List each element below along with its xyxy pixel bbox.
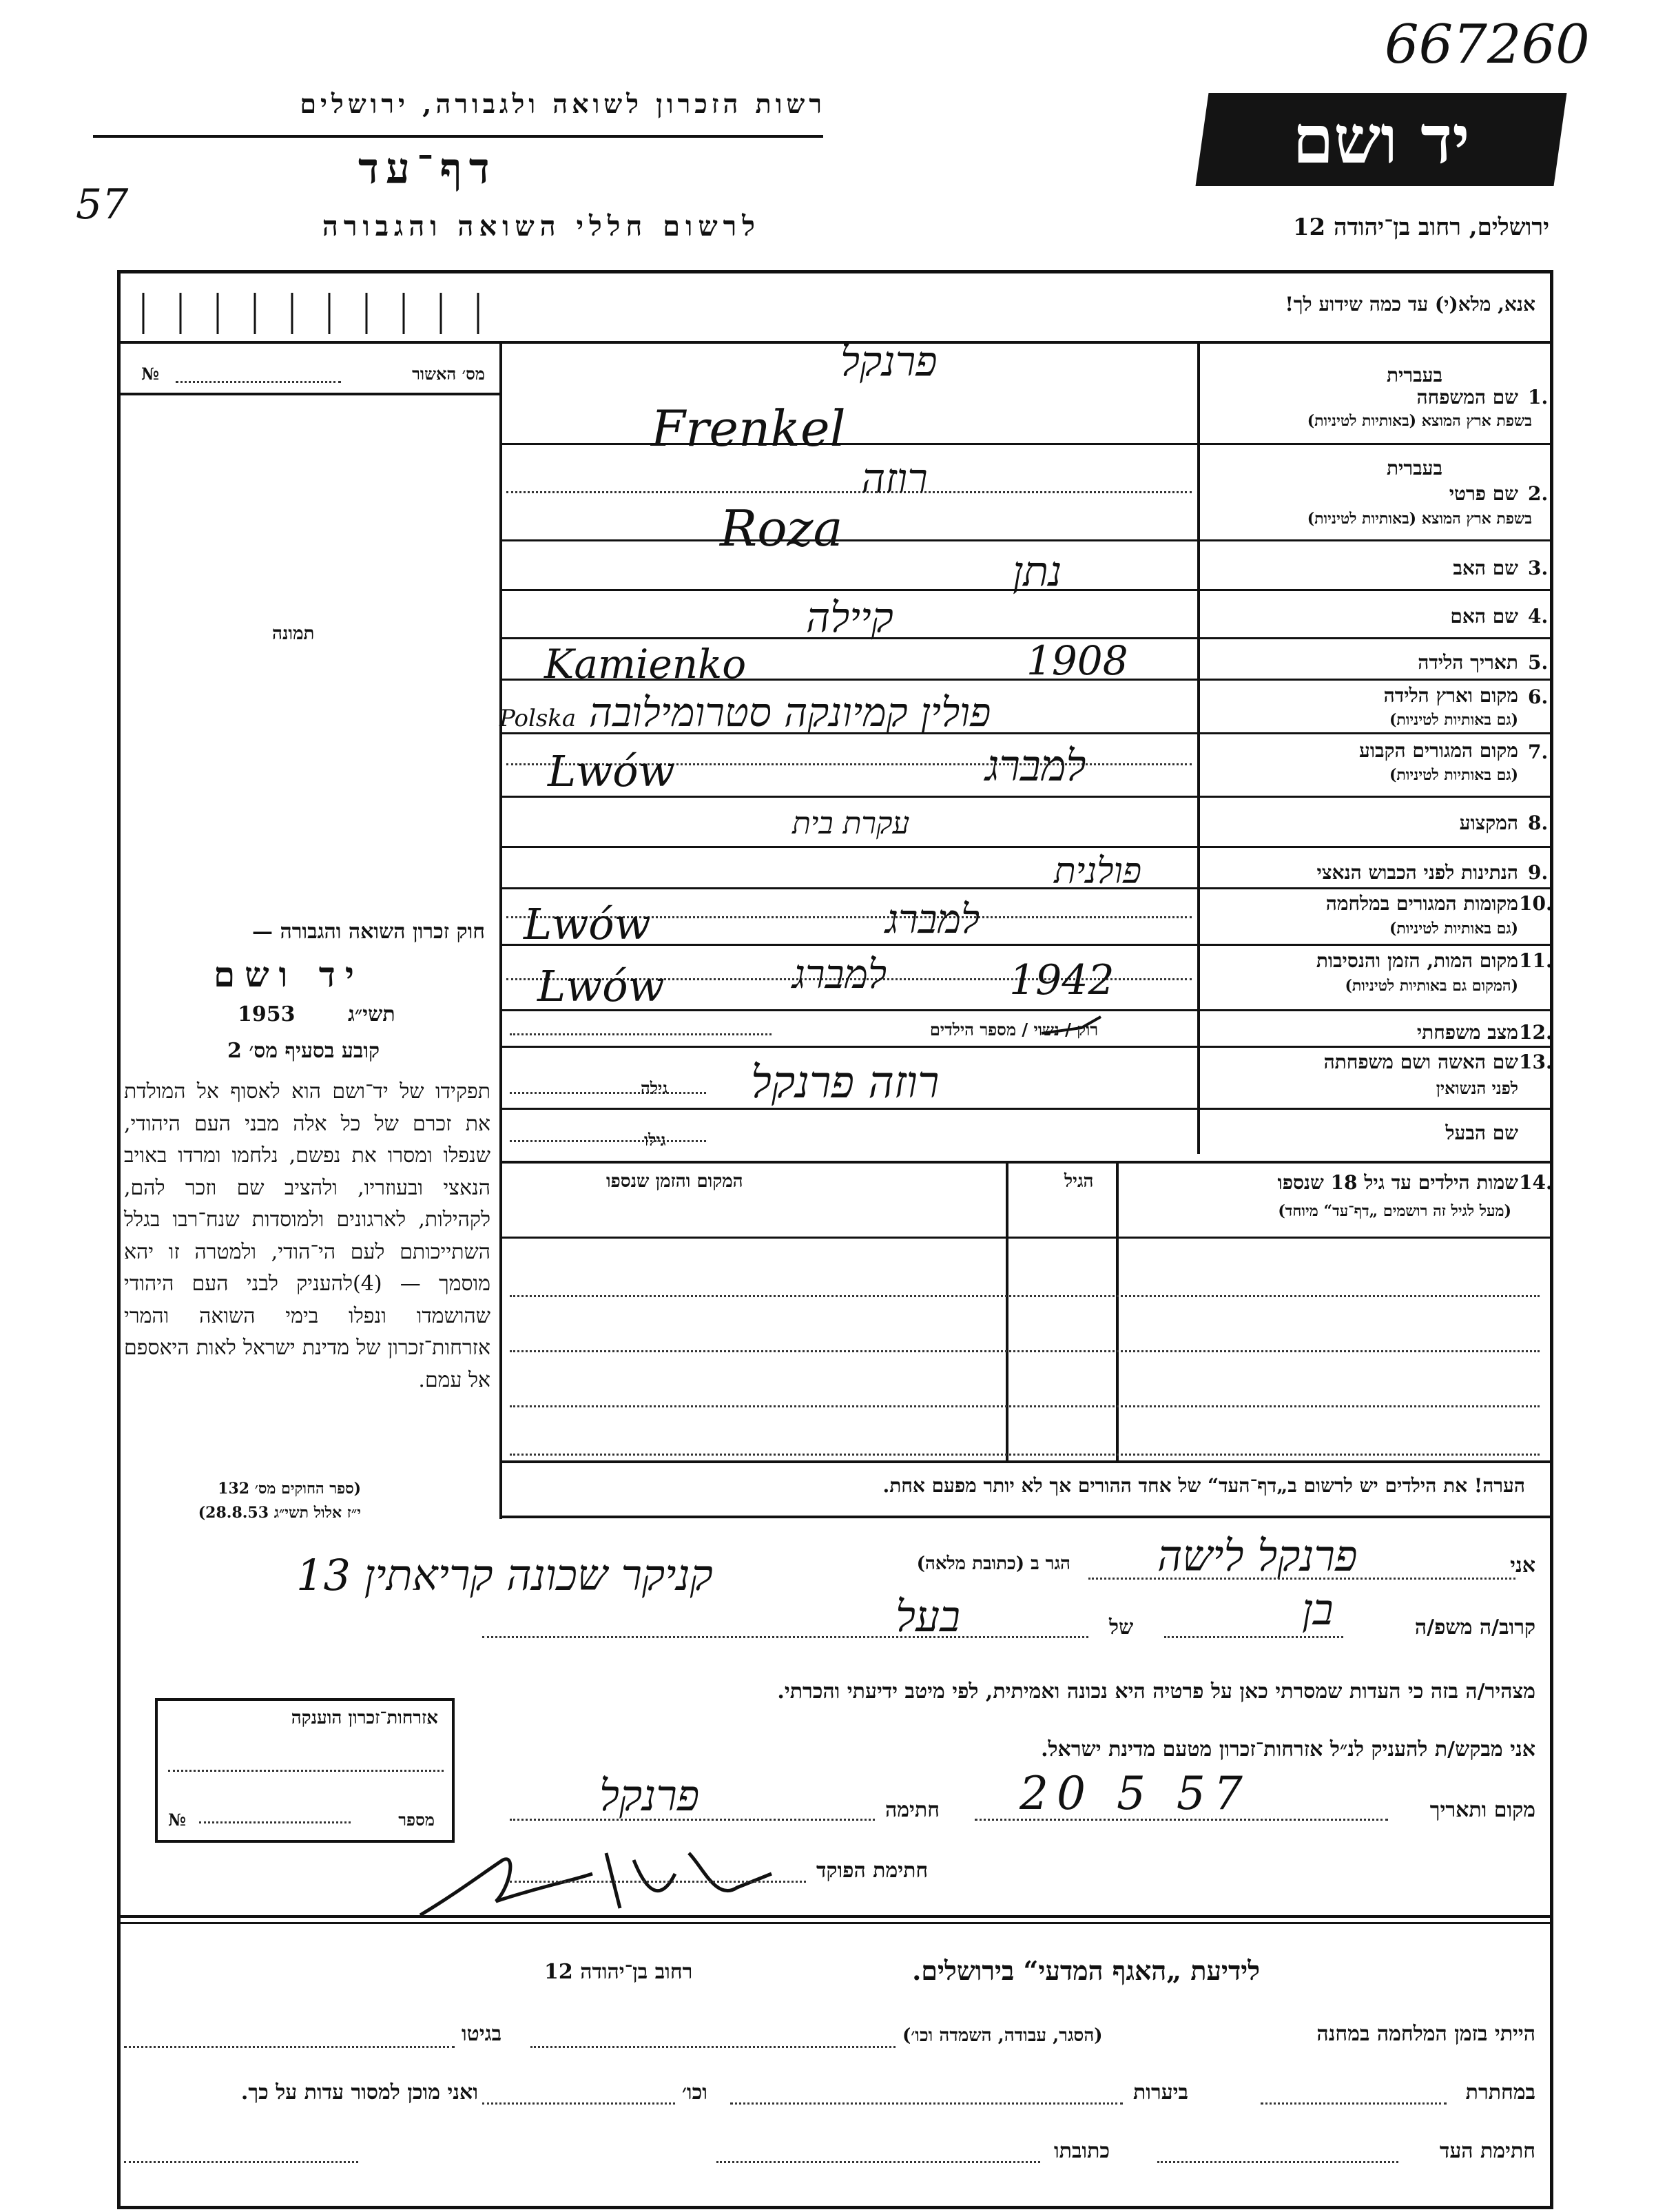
top-left-ticks <box>138 293 489 334</box>
footer-line1-a: הייתי בזמן המלחמה במחנה <box>1316 2022 1535 2046</box>
value-firstname-hebrew: רוזה <box>861 455 928 503</box>
children-title: שמות הילדים עד גיל 18 שנספו <box>1277 1171 1518 1194</box>
row-sep-10 <box>499 944 1553 946</box>
decl-request: אני מבקש/ת להעניק לנ״ל אזרחות־זכרון מטעם מדינת ישראל. <box>1041 1737 1535 1761</box>
citizenship-box <box>155 1698 455 1843</box>
husband-dots <box>510 1140 706 1142</box>
children-num: 14. <box>1519 1171 1553 1194</box>
footer-line3-b: כתובתו <box>1054 2139 1110 2163</box>
decl-resides-label: הגר ב (כתובת מלאה) <box>916 1553 1070 1574</box>
footer-line1-dots-2 <box>124 2046 455 2048</box>
law-body: תפקידו של יד־ושם הוא לאסוף אל המולדת את זכרם של כל אלה מבני העם היהודי, שנפלו ומסרו את נפשם, נלחמו ומרדו באויב הנאצי ובעוזריו, ולהציב שם וזכר להם, לקהילות, לארגונים ולמוסדות שנח־רבו בגלל השתייכותם לעם הי־הודי, ולמטרה זו יהא מוסמך — (4)להעניק לבני העם היהודי שהושמדו ונפלו בימי השואה והמרי אזרחות־זכרון של מדינת ישראל לאות היאספם אל עמם. <box>124 1079 490 1392</box>
decl-relation-value: בן <box>1302 1584 1334 1635</box>
footer-rule-2 <box>117 1922 1553 1924</box>
field-9-num: 9. <box>1528 861 1549 884</box>
marital-dots <box>510 1033 772 1035</box>
row-sep-12 <box>499 1046 1553 1048</box>
field-2-num: 2. <box>1528 482 1549 505</box>
approval-label: מס׳ האשור <box>412 364 485 384</box>
children-row-2 <box>510 1350 1540 1352</box>
footer-line2-b: ביערות <box>1133 2080 1189 2105</box>
field-11-sub: (המקום גם באותיות לטיניות) <box>1345 977 1518 995</box>
field-5-num: 5. <box>1528 651 1549 674</box>
field-2-sub: בשפת ארץ המוצא (באותיות לטיניות) <box>1307 510 1532 528</box>
footer-address: רחוב בן־יהודה 12 <box>544 1960 693 1984</box>
footer-line3-dots-2 <box>716 2161 1040 2163</box>
value-mother: קיילה <box>806 594 893 642</box>
footer-line2-c: וכו׳ <box>682 2080 707 2105</box>
value-residence-latin: Lwów <box>548 746 675 796</box>
field-1-num: 1. <box>1528 386 1549 409</box>
decl-date-dots <box>975 1819 1388 1821</box>
org-name: רשות הזכרון לשואה ולגבורה, ירושלים <box>300 88 826 119</box>
field-6-label: מקום וארץ הלידה <box>1383 684 1518 707</box>
field-1-sub: בשפת ארץ המוצא (באותיות לטיניות) <box>1307 412 1532 430</box>
value-birth-country-latin: Polska <box>499 705 577 732</box>
decl-signature-label: חתימה <box>885 1798 940 1822</box>
footer-line2-dots-2 <box>730 2102 1123 2105</box>
decl-of-value: בעל <box>896 1591 960 1642</box>
photo-label: תמונה <box>272 623 315 644</box>
children-top-rule <box>499 1161 1553 1164</box>
decl-i-value: פרנקל לישה <box>1157 1531 1358 1581</box>
footer-title: לידיעת „האגף המדעי“ בירושלים. <box>912 1955 1260 1986</box>
law-clause: קובע בסעיף מס׳ 2 <box>227 1039 380 1063</box>
law-logo: יד ושם <box>214 954 364 995</box>
value-surname-latin: Frenkel <box>651 400 846 457</box>
value-birth-place-hebrew: פולין קמיונקה סטרומילובה <box>589 689 991 736</box>
value-birth-date: 1908 <box>1026 637 1128 684</box>
field-7-sub: (גם באותיות לטיניות) <box>1389 766 1518 784</box>
field-11-num: 11. <box>1519 949 1553 972</box>
field-11-label: מקום המות, הזמן והנסיבות <box>1316 949 1518 972</box>
yad-vashem-logo <box>1196 93 1567 186</box>
citizenship-box-title: אזרחות־זכרון הוענקה <box>291 1708 438 1728</box>
approval-rule <box>117 393 501 395</box>
marital-strike <box>1040 1013 1102 1040</box>
children-col-2 <box>1116 1161 1119 1460</box>
value-war-residence-hebrew: למברג <box>885 896 980 942</box>
remark-bottom-rule <box>499 1516 1553 1518</box>
field-13-sub: לפני הנשואין <box>1436 1078 1518 1098</box>
row-sep-13 <box>499 1108 1553 1110</box>
row-sep-8 <box>499 846 1553 848</box>
value-nationality: פולנית <box>1054 851 1142 892</box>
decl-of-dots <box>482 1636 1088 1638</box>
decl-statement: מצהיר/ה בזה כי העדות שמסרתי כאן על פרטיה היא נכונה ואמיתית, לפי מיטב ידיעתי והכרתי. <box>777 1679 1535 1704</box>
row-sep-2 <box>499 539 1553 541</box>
children-age-header: הגיל <box>1064 1171 1094 1192</box>
citizenship-number-label: מספר <box>398 1810 435 1830</box>
left-column-divider <box>499 341 502 1519</box>
field-3-num: 3. <box>1528 557 1549 579</box>
decl-place-date-label: מקום ותאריך <box>1429 1798 1535 1822</box>
field-13-num: 13. <box>1519 1051 1553 1073</box>
field-5-label: תאריך הלידה <box>1418 651 1518 674</box>
decl-i-label: אני <box>1510 1553 1535 1578</box>
label-column-divider <box>1197 341 1200 1154</box>
children-col-1 <box>1006 1161 1008 1460</box>
approval-dots <box>176 381 341 383</box>
value-residence-hebrew: למברג <box>985 741 1086 791</box>
footer-line2-d: ואני מוכן למסור עדות על כך. <box>240 2080 478 2105</box>
footer-rule-1 <box>117 1915 1553 1918</box>
field-10-num: 10. <box>1519 892 1553 915</box>
law-ref-2: י״ז אלול תשי״ג 28.8.53) <box>198 1504 361 1522</box>
form-intro: אנא, מלא(י) עד כמה שידוע לך! <box>1285 293 1535 316</box>
law-year-heb: תשי״ג <box>348 1002 395 1026</box>
age-label-1: גילה <box>641 1078 668 1098</box>
form-title: דף־עד <box>358 143 497 194</box>
value-profession: עקרת בית <box>792 806 910 841</box>
field-2-label: שם פרטי <box>1449 482 1518 505</box>
header-rule <box>93 135 823 138</box>
wife-dots <box>510 1092 706 1094</box>
field-6-num: 6. <box>1528 685 1549 708</box>
field-4-num: 4. <box>1528 605 1549 628</box>
row-sep-9 <box>499 887 1553 889</box>
value-surname-hebrew: פרנקל <box>840 338 938 386</box>
value-birth-place-latin: Kamienko <box>544 641 747 688</box>
field-4-label: שם האם <box>1450 605 1518 628</box>
footer-line3-dots-3 <box>124 2161 358 2163</box>
husband-label: שם הבעל <box>1445 1121 1518 1144</box>
citizenship-number-sign: № <box>168 1810 187 1830</box>
remark-top-rule <box>499 1460 1553 1463</box>
footer-line3-a: חתימת העד <box>1439 2139 1535 2163</box>
law-title: חוק זכרון השואה והגבורה — <box>252 920 485 944</box>
decl-relative-label: קרוב/ה משפ/ה <box>1414 1615 1535 1640</box>
field-7-label: מקום המגורים הקבוע <box>1359 739 1518 762</box>
value-war-residence-latin: Lwów <box>524 899 651 949</box>
value-death-year: 1942 <box>1009 956 1115 1004</box>
children-row-4 <box>510 1454 1540 1456</box>
form-subtitle: לרשום חללי השואה והגבורה <box>322 210 760 242</box>
field-1-label: שם המשפחה <box>1416 386 1518 409</box>
in-hebrew-1: בעברית <box>1386 364 1442 386</box>
field-3-label: שם האב <box>1453 557 1518 579</box>
decl-relation-dots <box>1164 1636 1343 1638</box>
decl-i-dots <box>1088 1578 1515 1580</box>
field-7-num: 7. <box>1528 741 1549 763</box>
decl-officer-label: חתימת הפוקד <box>816 1859 929 1883</box>
field-13-label: שם האשה ושם משפחתה <box>1323 1051 1518 1073</box>
footer-line1-c: בגיטו <box>462 2022 502 2046</box>
decl-officer-dots <box>510 1881 806 1883</box>
field-6-sub: (גם באותיות לטיניות) <box>1389 711 1518 729</box>
field-12-num: 12. <box>1519 1021 1553 1044</box>
decl-address-value: קניקר שכונה קריאתין 13 <box>296 1550 713 1600</box>
footer-line1-dots-1 <box>530 2046 896 2048</box>
field-8-label: המקצוע <box>1459 812 1518 834</box>
marital-options: רוק / נשוי / מספר הילדים <box>929 1020 1098 1040</box>
value-death-place-hebrew: למברג <box>792 951 887 998</box>
children-row-1 <box>510 1295 1540 1297</box>
top-row-rule <box>117 341 1553 344</box>
handwritten-archive-number: 667260 <box>1385 14 1590 76</box>
field-9-label: הנתינות לפני הכבוש הנאצי <box>1316 861 1518 884</box>
remark-text: הערה! את הילדים יש לרשום ב„דף־העד“ של אחד ההורים אך לא יותר מפעם אחת. <box>882 1474 1525 1497</box>
law-year: 1953 <box>238 1002 296 1026</box>
handwritten-left-mark: 57 <box>76 180 129 229</box>
law-ref-1: (ספר החוקים מס׳ 132 <box>218 1480 361 1498</box>
decl-date-value: 20 5 57 <box>1020 1767 1251 1820</box>
value-father: נתן <box>1013 548 1062 596</box>
citizenship-dots-1 <box>168 1770 444 1772</box>
field-10-sub: (גם באותיות לטיניות) <box>1389 920 1518 938</box>
field-10-label: מקומות המגורים במלחמה <box>1325 892 1518 915</box>
footer-line2-dots-3 <box>482 2102 675 2105</box>
in-hebrew-2: בעברית <box>1386 457 1442 479</box>
logo-text: יד ושם <box>1292 101 1470 178</box>
children-row-3 <box>510 1405 1540 1407</box>
children-note: (מעל לגיל זה רושמים „דף־עד“ מיוחד) <box>1278 1202 1511 1220</box>
decl-of-label: של <box>1109 1615 1134 1640</box>
citizenship-dots-2 <box>199 1821 351 1823</box>
decl-signature-dots <box>510 1819 875 1821</box>
field-12-label: מצב משפחתי <box>1416 1021 1518 1044</box>
inner-dots-1 <box>506 491 1192 493</box>
footer-line2-a: במחתרת <box>1465 2080 1535 2105</box>
age-label-2: גילו <box>644 1130 666 1150</box>
children-place-header: המקום והזמן שנספו <box>606 1171 743 1192</box>
footer-line3-dots-1 <box>1157 2161 1398 2163</box>
field-8-num: 8. <box>1528 812 1549 834</box>
approval-no-sign: № <box>141 364 160 384</box>
decl-signature-value: פרנקל <box>599 1770 700 1821</box>
value-wife-name: רוזה פרנקל <box>751 1057 940 1108</box>
value-firstname-latin: Roza <box>720 499 843 557</box>
footer-line1-b: (הסגר, עבודה, השמדה וכו׳) <box>902 2025 1103 2046</box>
header-address: ירושלים, רחוב בן־יהודה 12 <box>1292 214 1549 241</box>
value-death-place-latin: Lwów <box>537 961 665 1011</box>
children-header-rule <box>499 1237 1553 1239</box>
footer-line2-dots-1 <box>1261 2102 1447 2105</box>
